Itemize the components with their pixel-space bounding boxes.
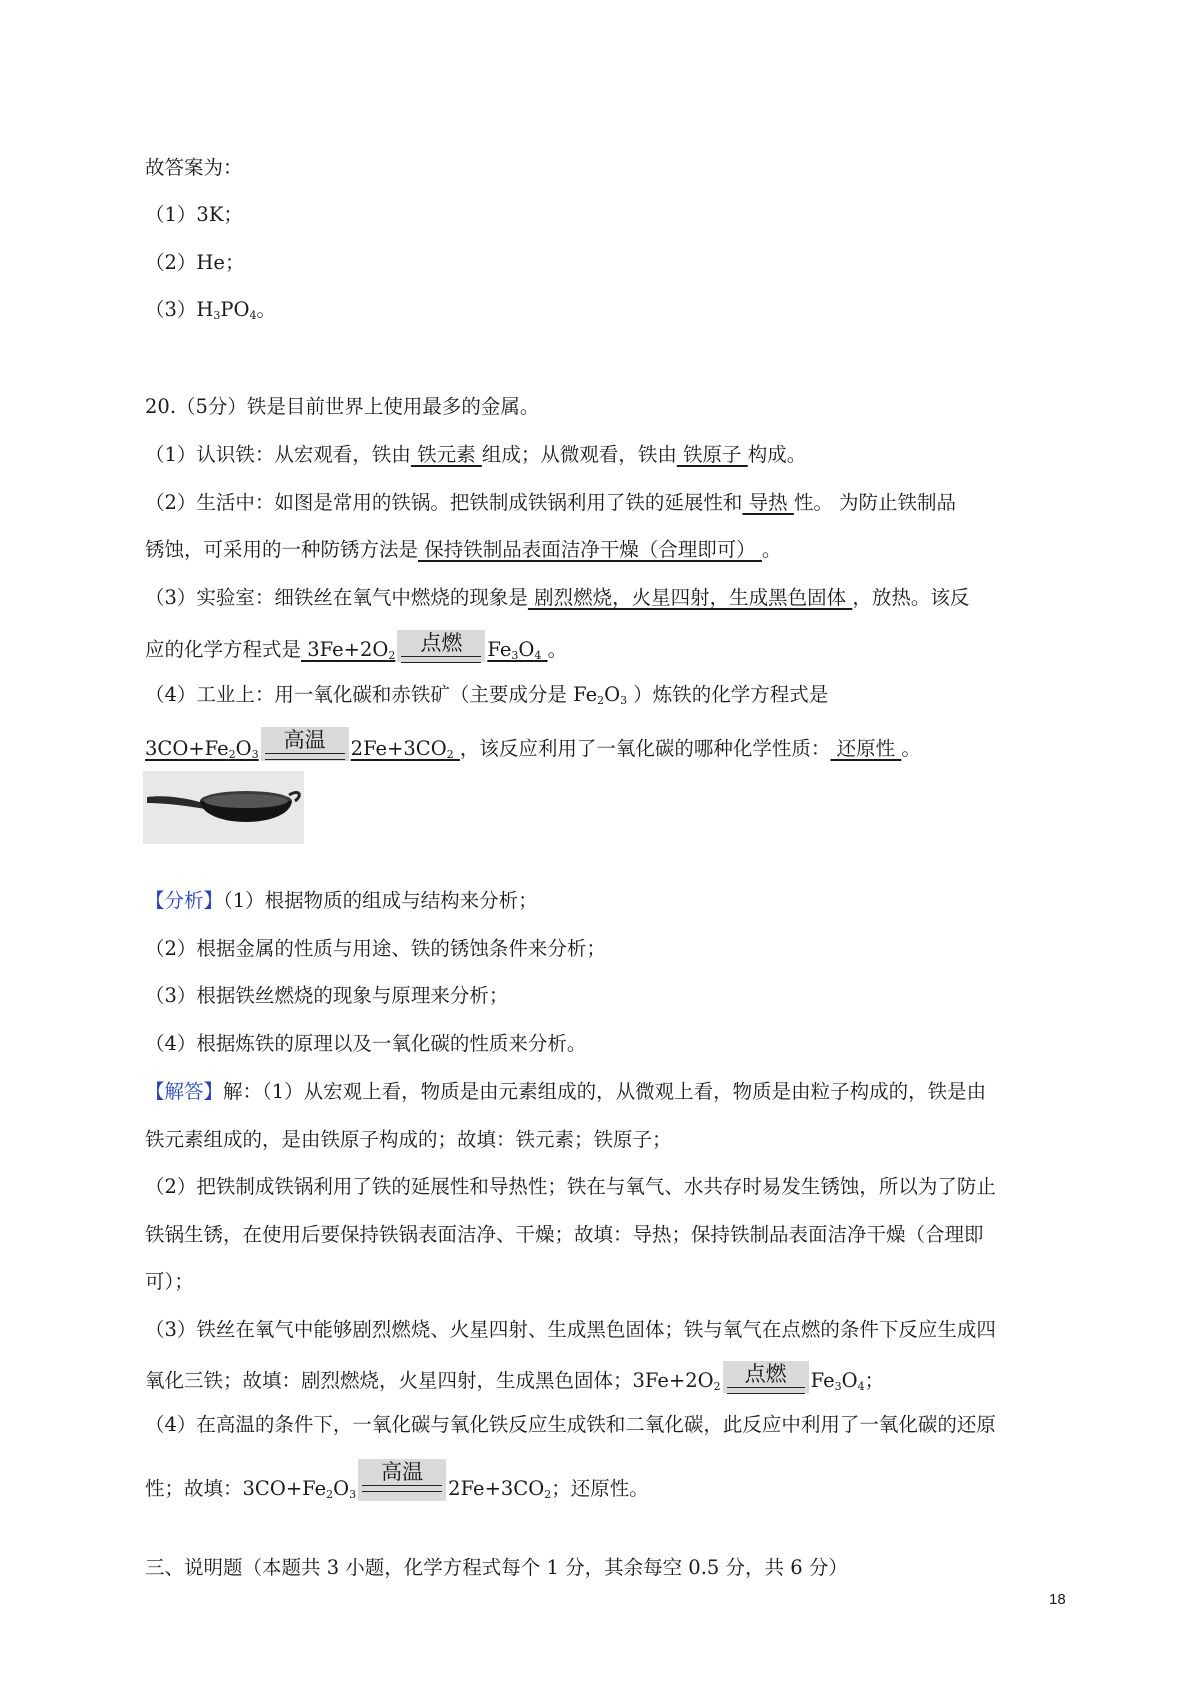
analysis-line-3: （3）根据铁丝燃烧的现象与原理来分析； [145,984,509,1007]
solution-line-1: 【解答】解：（1）从宏观上看，物质是由元素组成的，从微观上看，物质是由粒子构成的，铁是由 [145,1080,987,1103]
question-20-title: 20.（5分）铁是目前世界上使用最多的金属。 [145,395,540,418]
analysis-line-2: （2）根据金属的性质与用途、铁的锈蚀条件来分析； [145,937,606,960]
solution-line-4: 铁锅生锈，在使用后要保持铁锅表面洁净、干燥；故填：导热；保持铁制品表面洁净干燥（合理即 [145,1223,984,1246]
solution-line-6: （3）铁丝在氧气中能够剧烈燃烧、火星四射、生成黑色固体；铁与氧气在点燃的条件下反应生成四 [145,1318,996,1341]
solution-line-5: 可）； [145,1270,194,1293]
question-20-part-2: （2）生活中：如图是常用的铁锅。把铁制成铁锅利用了铁的延展性和 导热 性。 为防止铁制品 [145,491,957,514]
wok-icon [143,771,304,844]
page-number: 18 [1049,1591,1066,1608]
solution-tag: 【解答】 [145,1080,224,1103]
answer-2: （2）He； [145,251,245,274]
question-20-part-3-equation: 应的化学方程式是 $3Fe+2O_2$ 点燃 $Fe_3O_4$ 。 [145,631,568,662]
question-20-part-4: （4）工业上：用一氧化碳和赤铁矿（主要成分是 $Fe_2O_3$ ）炼铁的化学方程式是 [145,683,829,707]
solution-line-7: 氧化三铁；故填：剧烈燃烧，火星四射，生成黑色固体；$3Fe+2O_2$ 点燃 $Fe_3O_4$； [145,1362,885,1393]
answer-blank: 铁元素 [410,443,482,466]
answer-blank: 导热 [742,491,794,514]
question-20-part-1: （1）认识铁：从宏观看，铁由 铁元素 组成；从微观看，铁由 铁原子 构成。 [145,443,807,466]
section-3-heading: 三、说明题（本题共 3 小题，化学方程式每个 1 分，其余每空 0.5 分，共 6 分） [145,1556,848,1579]
answer-1: （1）3K； [145,203,243,226]
answer-3: $(3)H_3PO_4$。 [145,298,277,322]
analysis-line-1: 【分析】（1）根据物质的组成与结构来分析； [145,889,538,912]
wok-image [143,771,304,844]
answer-intro: 故答案为： [145,156,243,179]
answer-blank: 铁原子 [676,443,748,466]
question-20-part-2-cont: 锈蚀，可采用的一种防锈方法是 保持铁制品表面洁净干燥（合理即可） 。 [145,538,782,561]
equation-answer-blank: $3CO+Fe_2O_3$ 高温 $2Fe+3CO_2$ [145,728,454,761]
condition-box: 高温 [358,1459,446,1501]
solution-line-8: （4）在高温的条件下，一氧化碳与氧化铁反应生成铁和二氧化碳，此反应中利用了一氧化碳的还原 [145,1413,996,1436]
condition-box: 点燃 [397,630,485,662]
answer-blank: 剧烈燃烧，火星四射，生成黑色固体 [527,586,853,609]
solution-line-2: 铁元素组成的，是由铁原子构成的；故填：铁元素；铁原子； [145,1128,672,1151]
solution-line-9: 性；故填：$3CO+Fe_2O_3$ 高温 $2Fe+3CO_2$；还原性。 [145,1460,649,1501]
solution-line-3: （2）把铁制成铁锅利用了铁的延展性和导热性；铁在与氧气、水共存时易发生锈蚀，所以为了防止 [145,1175,996,1198]
condition-box: 高温 [261,727,349,761]
question-20-part-3: （3）实验室：细铁丝在氧气中燃烧的现象是 剧烈燃烧，火星四射，生成黑色固体 ，放热。该反 [145,586,970,609]
condition-box: 点燃 [723,1361,809,1393]
analysis-line-4: （4）根据炼铁的原理以及一氧化碳的性质来分析。 [145,1032,587,1055]
analysis-tag: 【分析】 [145,889,224,912]
question-20-part-4-equation: $3CO+Fe_2O_3$ 高温 $2Fe+3CO_2$ ，该反应利用了一氧化碳的哪种化学性质： 还原性 。 [145,728,921,761]
answer-blank: 保持铁制品表面洁净干燥（合理即可） [418,538,762,561]
equation-answer-blank: $3Fe+2O_2$ 点燃 $Fe_3O_4$ [301,631,542,662]
answer-blank: 还原性 [830,737,902,760]
